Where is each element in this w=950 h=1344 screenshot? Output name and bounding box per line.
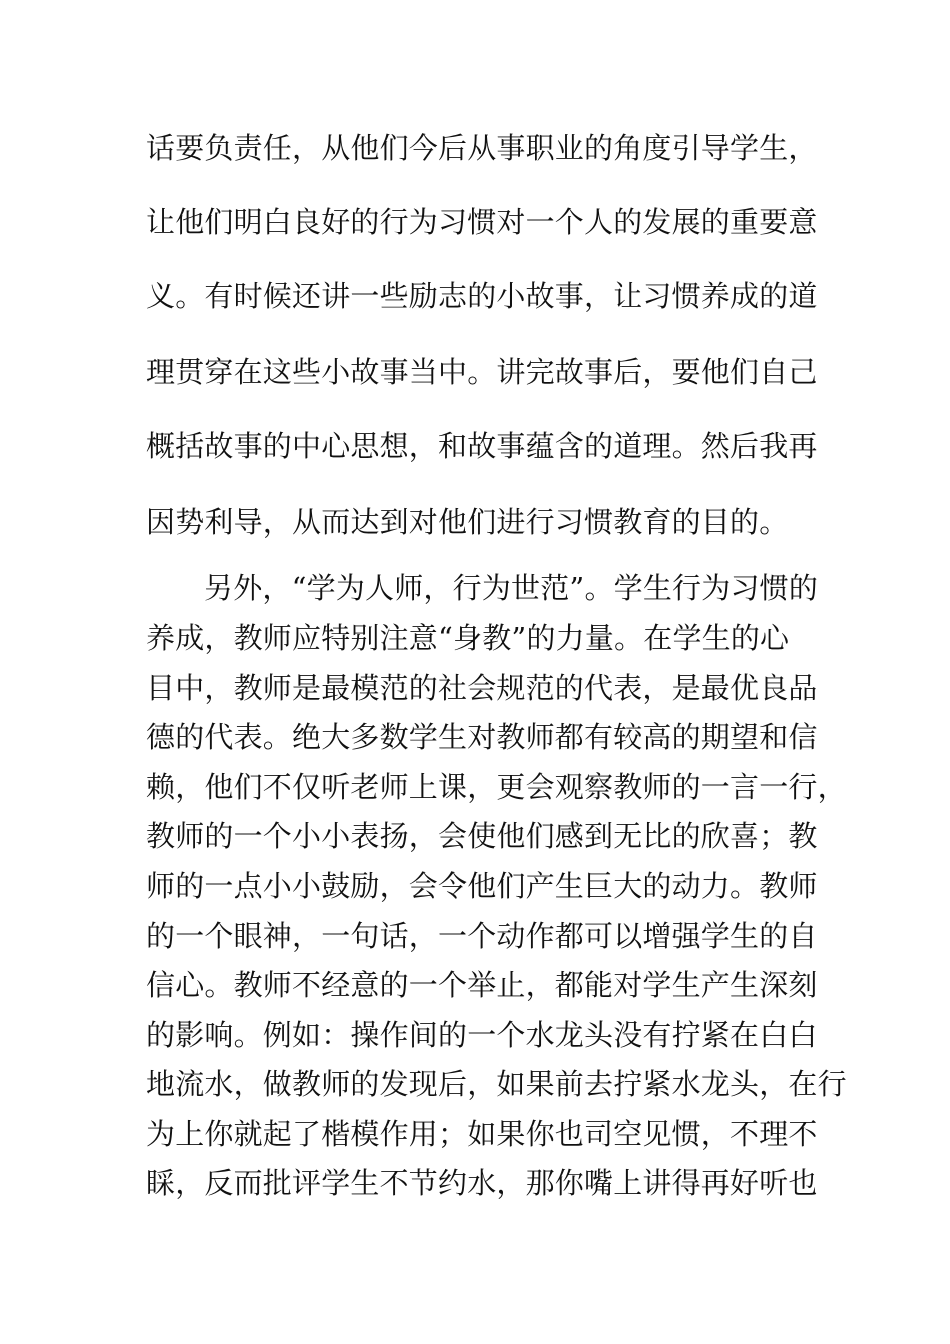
text-line: 为上你就起了楷模作用；如果你也司空见惯，不理不 — [146, 1117, 818, 1151]
text-line: 师的一点小小鼓励，会令他们产生巨大的动力。教师 — [146, 869, 818, 903]
text-line: 地流水，做教师的发现后，如果前去拧紧水龙头，在行 — [146, 1067, 847, 1101]
text-line: 让他们明白良好的行为习惯对一个人的发展的重要意 — [146, 205, 818, 239]
paragraph-first-line: 另外，“学为人师，行为世范”。学生行为习惯的 — [204, 571, 819, 605]
text-line: 义。有时候还讲一些励志的小故事，让习惯养成的道 — [146, 279, 818, 313]
text-line: 理贯穿在这些小故事当中。讲完故事后，要他们自己 — [146, 355, 818, 389]
text-line: 的一个眼神，一句话，一个动作都可以增强学生的自 — [146, 919, 818, 953]
text-line: 德的代表。绝大多数学生对教师都有较高的期望和信 — [146, 720, 818, 754]
text-line: 赖，他们不仅听老师上课，更会观察教师的一言一行， — [146, 770, 847, 804]
text-line: 信心。教师不经意的一个举止，都能对学生产生深刻 — [146, 968, 818, 1002]
text-line: 话要负责任，从他们今后从事职业的角度引导学生， — [146, 131, 818, 165]
text-line: 教师的一个小小表扬，会使他们感到无比的欣喜；教 — [146, 819, 818, 853]
text-line: 目中，教师是最模范的社会规范的代表，是最优良品 — [146, 671, 818, 705]
text-line: 概括故事的中心思想，和故事蕴含的道理。然后我再 — [146, 429, 818, 463]
text-line: 因势利导，从而达到对他们进行习惯教育的目的。 — [146, 505, 789, 539]
text-line: 的影响。例如：操作间的一个水龙头没有拧紧在白白 — [146, 1018, 818, 1052]
text-line: 养成，教师应特别注意“身教”的力量。在学生的心 — [146, 621, 790, 655]
text-line: 睬，反而批评学生不节约水，那你嘴上讲得再好听也 — [146, 1166, 818, 1200]
